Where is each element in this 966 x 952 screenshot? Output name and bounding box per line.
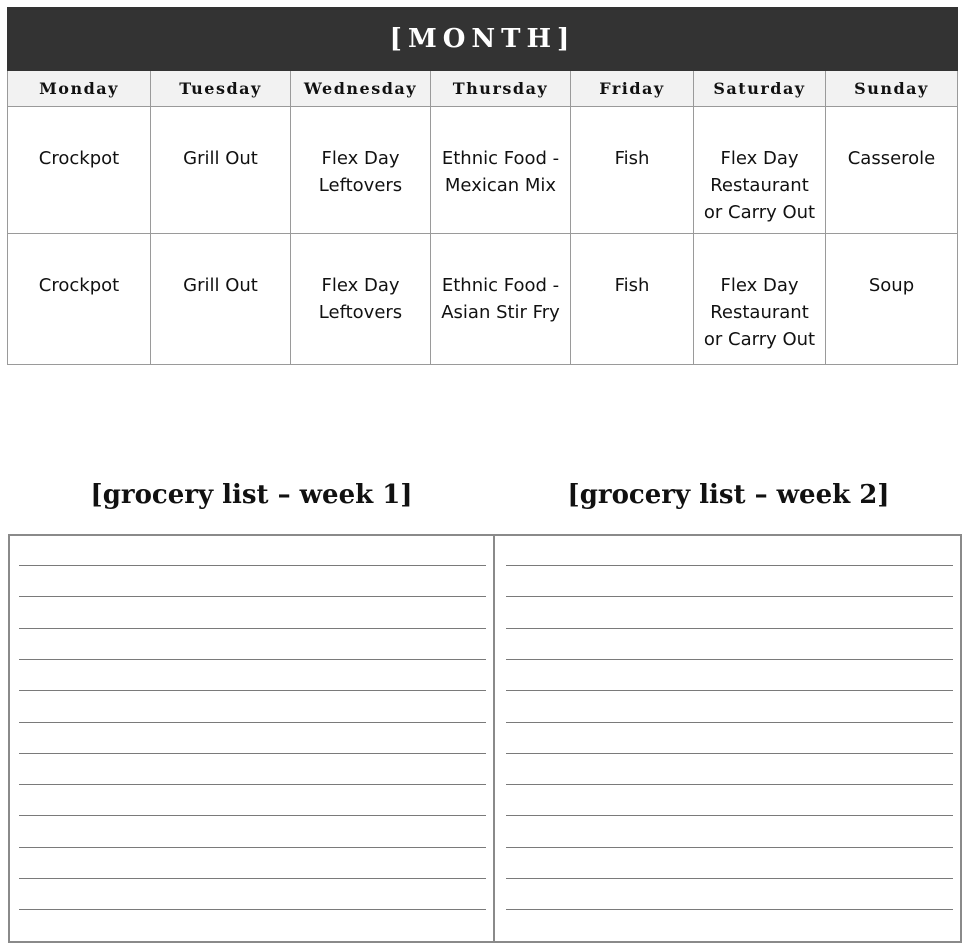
day-header-saturday: Saturday [694,71,826,107]
meal-calendar [7,7,958,365]
week-row-2 [8,234,958,365]
day-header-monday: Monday [8,71,151,107]
grocery-line[interactable] [19,784,486,785]
meal-cell-wednesday: Flex Day Leftovers [291,234,431,365]
week-row-1 [8,107,958,234]
month-title: [MONTH] [8,8,958,71]
grocery-line[interactable] [506,565,953,566]
meal-cell-tuesday: Grill Out [151,107,291,234]
grocery-line[interactable] [19,722,486,723]
grocery-line[interactable] [506,596,953,597]
meal-cell-monday: Crockpot [8,234,151,365]
grocery-line[interactable] [506,753,953,754]
grocery-list-week1-title: [grocery list – week 1] [90,480,413,510]
grocery-list-divider [493,534,495,943]
grocery-line[interactable] [506,784,953,785]
day-header-sunday: Sunday [826,71,958,107]
grocery-line[interactable] [506,909,953,910]
meal-cell-sunday: Casserole [826,107,958,234]
meal-cell-thursday: Ethnic Food - Asian Stir Fry [431,234,571,365]
grocery-line[interactable] [506,878,953,879]
grocery-line[interactable] [506,690,953,691]
meal-cell-tuesday: Grill Out [151,234,291,365]
grocery-line[interactable] [19,565,486,566]
grocery-line[interactable] [19,909,486,910]
grocery-line[interactable] [19,596,486,597]
grocery-line[interactable] [506,722,953,723]
meal-cell-saturday: Flex Day Restaurant or Carry Out [694,107,826,234]
grocery-line[interactable] [506,847,953,848]
grocery-line[interactable] [19,847,486,848]
meal-cell-wednesday: Flex Day Leftovers [291,107,431,234]
meal-cell-friday: Fish [571,234,694,365]
grocery-line[interactable] [506,659,953,660]
grocery-line[interactable] [19,878,486,879]
day-header-tuesday: Tuesday [151,71,291,107]
day-header-wednesday: Wednesday [291,71,431,107]
meal-cell-monday: Crockpot [8,107,151,234]
grocery-list-week2-title: [grocery list – week 2] [567,480,890,510]
grocery-line[interactable] [19,628,486,629]
grocery-line[interactable] [19,659,486,660]
grocery-line[interactable] [506,815,953,816]
grocery-line[interactable] [506,628,953,629]
meal-cell-sunday: Soup [826,234,958,365]
grocery-line[interactable] [19,815,486,816]
day-header-thursday: Thursday [431,71,571,107]
grocery-line[interactable] [19,690,486,691]
meal-cell-thursday: Ethnic Food - Mexican Mix [431,107,571,234]
meal-cell-saturday: Flex Day Restaurant or Carry Out [694,234,826,365]
day-header-friday: Friday [571,71,694,107]
meal-cell-friday: Fish [571,107,694,234]
grocery-line[interactable] [19,753,486,754]
